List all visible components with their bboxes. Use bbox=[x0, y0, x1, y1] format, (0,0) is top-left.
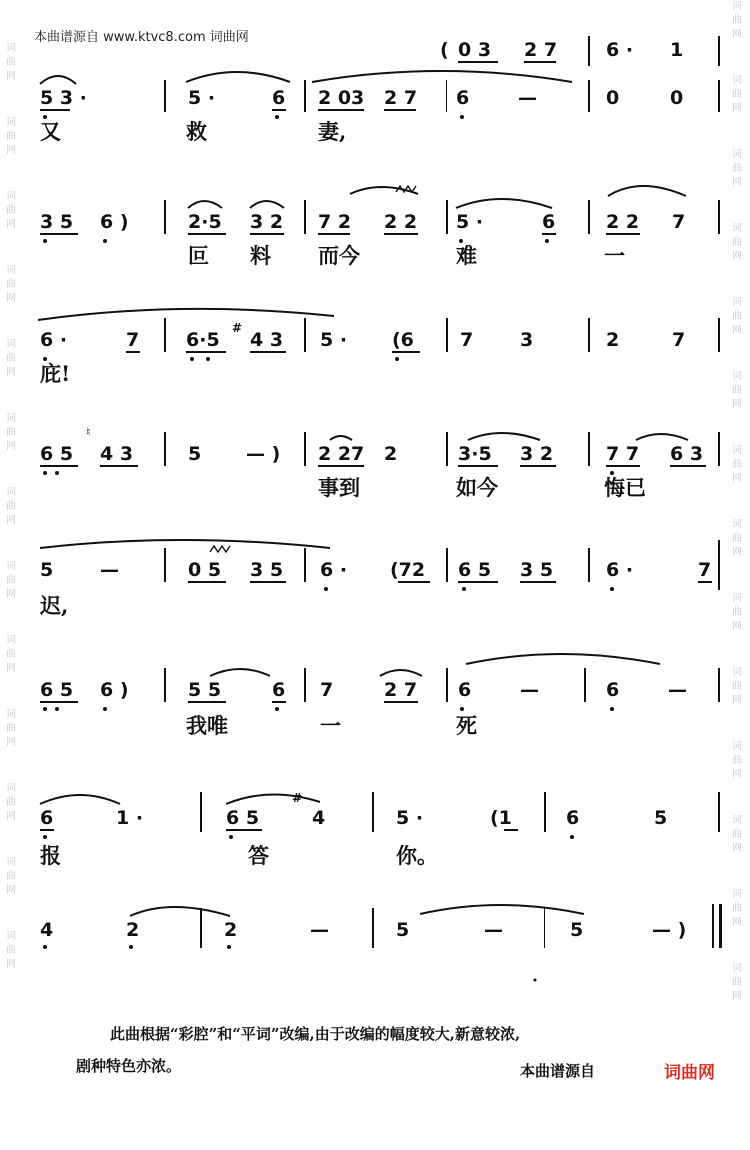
score-number: — bbox=[668, 679, 687, 701]
slur-arc bbox=[250, 201, 284, 208]
barline bbox=[164, 548, 166, 582]
score-number: 3 5 bbox=[40, 211, 74, 233]
barline bbox=[718, 200, 720, 234]
score-number: (1 bbox=[490, 807, 512, 829]
score-number: 5 bbox=[654, 807, 668, 829]
score-number: 2 27 bbox=[318, 443, 365, 465]
score-number: — ) bbox=[652, 919, 687, 941]
lyric-text: 一 bbox=[604, 243, 625, 268]
barline bbox=[164, 432, 166, 466]
barline bbox=[304, 668, 306, 702]
slur-arc bbox=[38, 309, 334, 320]
lyric-text: 料 bbox=[250, 243, 271, 268]
barline bbox=[718, 318, 720, 352]
score-number: 4 3 bbox=[100, 443, 134, 465]
score-number: 5 3 · bbox=[40, 87, 87, 109]
sharp-sign: # bbox=[292, 791, 303, 805]
slur-arc bbox=[466, 654, 660, 664]
score-number: 5 bbox=[40, 559, 54, 581]
score-number: 6 · bbox=[40, 329, 68, 351]
slur-arc bbox=[420, 905, 584, 914]
score-number: 6 · bbox=[320, 559, 348, 581]
score-number: 6 ) bbox=[100, 211, 129, 233]
score-number: 6 bbox=[606, 679, 620, 701]
score-number: 6 · bbox=[606, 39, 634, 61]
barline bbox=[544, 792, 546, 832]
score-number: 3·5 bbox=[458, 443, 492, 465]
barline bbox=[164, 200, 166, 234]
barline bbox=[718, 540, 720, 590]
lyric-text: 悔已 bbox=[604, 475, 646, 500]
barline bbox=[372, 908, 374, 948]
score-number: 2·5 bbox=[188, 211, 222, 233]
lyric-text: 事到 bbox=[318, 475, 360, 500]
barline bbox=[718, 432, 720, 466]
barline bbox=[718, 36, 720, 66]
score-number: 7 bbox=[320, 679, 334, 701]
barline bbox=[718, 792, 720, 832]
barline bbox=[588, 432, 590, 466]
slur-arc bbox=[636, 434, 688, 440]
score-number: 7 bbox=[698, 559, 712, 581]
score-number: — ) bbox=[246, 443, 281, 465]
score-number: 0 5 bbox=[188, 559, 222, 581]
score-number: 7 bbox=[672, 211, 686, 233]
barline bbox=[164, 668, 166, 702]
slur-arc bbox=[456, 199, 552, 208]
barline bbox=[200, 908, 202, 948]
slur-arc bbox=[186, 72, 290, 82]
barline bbox=[446, 432, 448, 466]
left-watermark-column: 词 曲 网 词 曲 网 词 曲 网 词 曲 网 词 曲 网 词 曲 网 词 曲 网 词 曲 网 词 曲 网 词 曲 网 词 曲 网 词 曲 网 词 曲 网 bbox=[6, 43, 16, 970]
lyric-text: 死 bbox=[456, 713, 477, 738]
score-number: 5 · bbox=[456, 211, 484, 233]
lyric-text: 如今 bbox=[456, 475, 498, 500]
slur-arc bbox=[40, 795, 120, 804]
barline bbox=[304, 200, 306, 234]
footnote-line: 剧种特色亦浓。 bbox=[76, 1057, 182, 1075]
score-number: 4 bbox=[312, 807, 326, 829]
score-number: 5 bbox=[396, 919, 410, 941]
score-number: 5 5 bbox=[188, 679, 222, 701]
score-number: — bbox=[518, 87, 537, 109]
score-number: 6 bbox=[40, 807, 54, 829]
score-number: 2 7 bbox=[384, 679, 418, 701]
lyric-text: 叵 bbox=[188, 243, 209, 268]
score-number: 2 bbox=[384, 443, 398, 465]
score-number: 6 bbox=[272, 679, 286, 701]
barline bbox=[588, 80, 590, 112]
score-number: 6 5 bbox=[458, 559, 492, 581]
site-logo-text: 词曲网 bbox=[664, 1063, 715, 1083]
barline bbox=[588, 548, 590, 582]
score-number: 3 2 bbox=[520, 443, 554, 465]
lyric-text: 迟, bbox=[40, 593, 69, 618]
score-number: 6 bbox=[272, 87, 286, 109]
header-source-text: 本曲谱源自 www.ktvc8.com 词曲网 bbox=[34, 30, 249, 45]
score-number: 1 bbox=[670, 39, 684, 61]
slur-arc bbox=[608, 186, 686, 196]
score-number: 5 · bbox=[320, 329, 348, 351]
slur-arc bbox=[210, 669, 270, 676]
final-barline-thick bbox=[719, 904, 722, 948]
slur-arc bbox=[226, 794, 320, 804]
score-number: 6 bbox=[542, 211, 556, 233]
score-number: 2 bbox=[606, 329, 620, 351]
score-number: 6 bbox=[458, 679, 472, 701]
lyric-text: 一 bbox=[320, 713, 341, 738]
score-number: 2 bbox=[224, 919, 238, 941]
footnote-line: 此曲根据“彩腔”和“平词”改编,由于改编的幅度较大,新意较浓, bbox=[110, 1025, 521, 1043]
score-number: 3 5 bbox=[520, 559, 554, 581]
lyric-text: 报 bbox=[40, 843, 61, 868]
natural-sign: ♮ bbox=[86, 425, 91, 439]
score-number: 6 · bbox=[606, 559, 634, 581]
barline bbox=[164, 80, 166, 112]
score-number: 6 bbox=[566, 807, 580, 829]
barline bbox=[544, 908, 545, 948]
score-number: (72 bbox=[390, 559, 426, 581]
score-number: 4 3 bbox=[250, 329, 284, 351]
barline bbox=[304, 318, 306, 352]
score-number: 6 3 bbox=[670, 443, 704, 465]
score-number: 7 bbox=[672, 329, 686, 351]
sharp-sign: # bbox=[232, 321, 243, 335]
lyric-text: 庇! bbox=[40, 361, 71, 386]
score-number: 3 2 bbox=[250, 211, 284, 233]
barline bbox=[304, 548, 306, 582]
right-watermark-column: 词 曲 网 词 曲 网 词 曲 网 词 曲 网 词 曲 网 词 曲 网 词 曲 网 词 曲 网 词 曲 网 词 曲 网 词 曲 网 词 曲 网 词 曲 网 词 曲 网 bbox=[732, 1, 742, 1002]
slur-arc bbox=[40, 540, 330, 548]
score-number: — bbox=[310, 919, 329, 941]
slur-arc bbox=[380, 670, 422, 676]
barline bbox=[200, 792, 202, 832]
footer-source-text: 本曲谱源自 bbox=[520, 1062, 596, 1080]
score-number: 0 bbox=[606, 87, 620, 109]
score-number: — bbox=[100, 559, 119, 581]
score-number: 7 bbox=[126, 329, 140, 351]
slur-arc bbox=[130, 907, 230, 916]
score-number: 6 5 bbox=[40, 679, 74, 701]
barline bbox=[718, 668, 720, 702]
slur-arc bbox=[188, 201, 222, 208]
score-number: — bbox=[484, 919, 503, 941]
mordent-mark bbox=[396, 186, 416, 192]
barline bbox=[588, 36, 590, 66]
score-number: ( bbox=[440, 39, 449, 61]
score-number: 7 7 bbox=[606, 443, 640, 465]
score-number: 5 bbox=[188, 443, 202, 465]
slur-arc bbox=[330, 436, 352, 440]
score-number: 2 7 bbox=[384, 87, 418, 109]
barline bbox=[446, 318, 448, 352]
barline bbox=[164, 318, 166, 352]
score-number: 4 bbox=[40, 919, 54, 941]
lyric-text: 又 bbox=[40, 119, 61, 144]
score-number: 3 bbox=[520, 329, 534, 351]
score-number: 5 · bbox=[396, 807, 424, 829]
barline bbox=[584, 668, 586, 702]
final-barline-thin bbox=[712, 904, 714, 948]
score-number: 5 · bbox=[188, 87, 216, 109]
barline bbox=[372, 792, 374, 832]
barline bbox=[588, 200, 590, 234]
score-number: — bbox=[520, 679, 539, 701]
barline bbox=[446, 548, 448, 582]
lyric-text: 救 bbox=[186, 119, 207, 144]
score-number: 6 ) bbox=[100, 679, 129, 701]
barline bbox=[304, 80, 306, 112]
score-number: 2 7 bbox=[524, 39, 558, 61]
slur-arc bbox=[350, 187, 418, 194]
score-number: 7 bbox=[460, 329, 474, 351]
barline bbox=[304, 432, 306, 466]
lyric-text: 答 bbox=[248, 843, 269, 868]
score-number: 5 bbox=[570, 919, 584, 941]
score-number: 2 2 bbox=[606, 211, 640, 233]
score-number: 2 bbox=[126, 919, 140, 941]
lyric-text: 你。 bbox=[396, 843, 438, 868]
score-number: (6 bbox=[392, 329, 414, 351]
lyric-text: 我唯 bbox=[186, 713, 228, 738]
barline bbox=[446, 200, 448, 234]
footnote bbox=[76, 1018, 716, 1082]
score-number: 6 5 bbox=[226, 807, 260, 829]
barline bbox=[588, 318, 590, 352]
slur-arc bbox=[468, 433, 540, 440]
score-number: 2 2 bbox=[384, 211, 418, 233]
score-number: 0 3 bbox=[458, 39, 492, 61]
slur-arc bbox=[312, 71, 572, 82]
score-number: 3 5 bbox=[250, 559, 284, 581]
score-number: 0 bbox=[670, 87, 684, 109]
lyric-text: 而今 bbox=[318, 243, 360, 268]
barline bbox=[446, 80, 447, 112]
score-number: 7 2 bbox=[318, 211, 352, 233]
slur-arc bbox=[40, 76, 76, 84]
barline bbox=[446, 668, 448, 702]
barline bbox=[718, 80, 720, 112]
score-number: 6·5 bbox=[186, 329, 220, 351]
mordent-mark bbox=[210, 546, 230, 552]
lyric-text: 妻, bbox=[318, 119, 347, 144]
score-number: 1 · bbox=[116, 807, 144, 829]
score-number: 6 bbox=[456, 87, 470, 109]
score-number: 2 03 bbox=[318, 87, 365, 109]
score-number: 6 5 bbox=[40, 443, 74, 465]
lyric-text: 难 bbox=[456, 243, 477, 268]
